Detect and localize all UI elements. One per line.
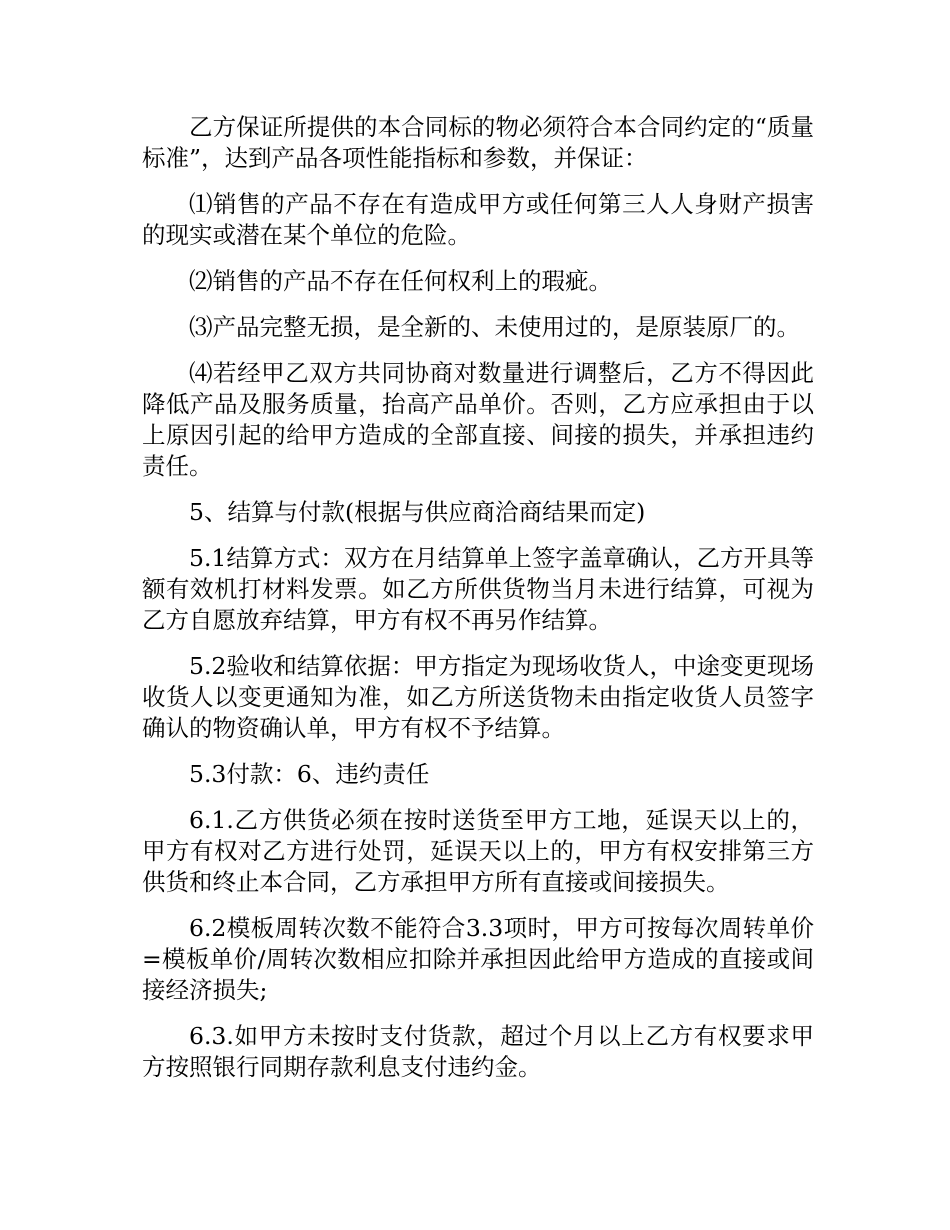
paragraph-5-2: 5.2验收和结算依据：甲方指定为现场收货人，中途变更现场收货人以变更通知为准，如乙方所送货物未由指定收货人员签字确认的物资确认单，甲方有权不予结算。 bbox=[142, 652, 814, 742]
paragraph-item-3: ⑶产品完整无损，是全新的、未使用过的，是原装原厂的。 bbox=[189, 313, 800, 341]
paragraph-6-3: 6.3.如甲方未按时支付货款，超过个月以上乙方有权要求甲方按照银行同期存款利息支付违约金。 bbox=[142, 1022, 814, 1081]
paragraph-5-1: 5.1结算方式：双方在月结算单上签字盖章确认，乙方开具等额有效机打材料发票。如乙方所供货物当月未进行结算，可视为乙方自愿放弃结算，甲方有权不再另作结算。 bbox=[142, 544, 814, 634]
document-page bbox=[142, 112, 814, 1098]
paragraph-item-1: ⑴销售的产品不存在有造成甲方或任何第三人人身财产损害的现实或潜在某个单位的危险。 bbox=[142, 190, 814, 249]
paragraph-5-3: 5.3付款：6、违约责任 bbox=[189, 760, 430, 788]
paragraph-item-2: ⑵销售的产品不存在任何权利上的瑕疵。 bbox=[189, 267, 612, 295]
paragraph-6-1: 6.1.乙方供货必须在按时送货至甲方工地，延误天以上的，甲方有权对乙方进行处罚，延误天以上的，甲方有权安排第三方供货和终止本合同，乙方承担甲方所有直接或间接损失。 bbox=[142, 806, 814, 896]
section-heading-settlement: 5、结算与付款(根据与供应商洽商结果而定) bbox=[189, 498, 646, 526]
paragraph-item-4: ⑷若经甲乙双方共同协商对数量进行调整后，乙方不得因此降低产品及服务质量，抬高产品单价。否则，乙方应承担由于以上原因引起的给甲方造成的全部直接、间接的损失，并承担违约责任。 bbox=[142, 359, 814, 480]
paragraph-quality-guarantee: 乙方保证所提供的本合同标的物必须符合本合同约定的“质量标准”，达到产品各项性能指标和参数，并保证： bbox=[142, 113, 814, 172]
paragraph-6-2: 6.2模板周转次数不能符合3.3项时，甲方可按每次周转单价=模板单价/周转次数相应扣除并承担因此给甲方造成的直接或间接经济损失; bbox=[142, 914, 814, 1004]
